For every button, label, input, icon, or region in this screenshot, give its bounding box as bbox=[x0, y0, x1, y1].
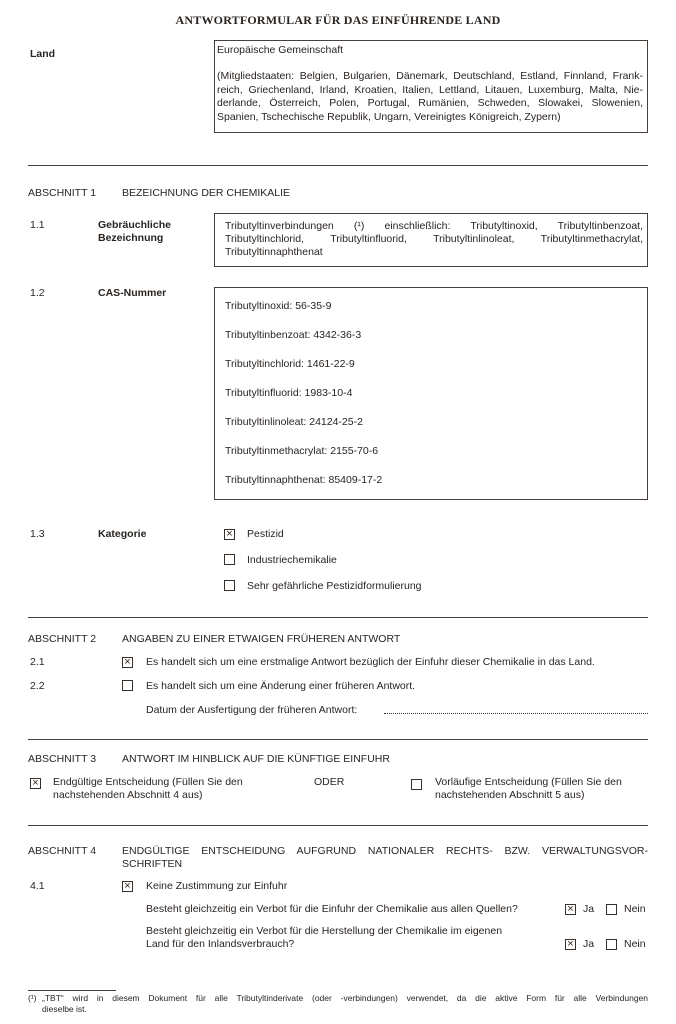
checkbox-industriechemikalie[interactable] bbox=[224, 554, 235, 565]
section1-label: ABSCHNITT 1 bbox=[28, 187, 97, 199]
cas-entry: Tributyltinoxid: 56-35-9 bbox=[225, 300, 332, 312]
footnote-line: „TBT“ wird in diesem Dokument für alle Tributyltinderivate (oder -verbindungen) verwendet, da die aktive Form für alle Verbindungen bbox=[42, 993, 648, 1003]
cas-entry: Tributyltinlinoleat: 24124-25-2 bbox=[225, 416, 363, 428]
item-1-1-number: 1.1 bbox=[30, 219, 45, 231]
footnote-rule bbox=[28, 990, 116, 991]
title-line: SCHRIFTEN bbox=[122, 858, 183, 870]
oder-label: ODER bbox=[314, 776, 345, 788]
section4-title bbox=[122, 845, 648, 871]
label-line: nachstehenden Abschnitt 5 aus) bbox=[435, 789, 585, 801]
section3-label: ABSCHNITT 3 bbox=[28, 753, 97, 765]
section1-title: BEZEICHNUNG DER CHEMIKALIE bbox=[122, 187, 291, 199]
common-name-line: Tributyltinchlorid, Tributyltinfluorid, Tributyltinlinoleat, Tributyltinmethacrylat, bbox=[225, 233, 643, 245]
label-line: nachstehenden Abschnitt 4 aus) bbox=[53, 789, 203, 801]
item-1-1-label bbox=[98, 219, 171, 245]
option-pestizidformulierung-label: Sehr gefährliche Pestizidformulierung bbox=[247, 580, 422, 592]
item-1-3-label: Kategorie bbox=[98, 528, 147, 540]
common-name-line: Tributyltinverbindungen (¹) einschließlich: Tributyltinoxid, Tributyltinbenzoat, bbox=[225, 220, 643, 232]
item-1-3-number: 1.3 bbox=[30, 528, 45, 540]
question-import-ban: Besteht gleichzeitig ein Verbot für die Einfuhr der Chemikalie aus allen Quellen? bbox=[146, 903, 518, 915]
question-line: Land für den Inlandsverbrauch? bbox=[146, 938, 295, 950]
checkbox-import-ban-ja[interactable] bbox=[565, 904, 576, 915]
land-value-box bbox=[214, 40, 648, 133]
interim-decision-label bbox=[435, 776, 622, 802]
label-line: Bezeichnung bbox=[98, 232, 164, 244]
divider bbox=[28, 617, 648, 618]
checkbox-production-ban-ja[interactable] bbox=[565, 939, 576, 950]
option-pestizid-label: Pestizid bbox=[247, 528, 284, 540]
previous-date-label: Datum der Ausfertigung der früheren Antwort: bbox=[146, 704, 358, 716]
divider bbox=[28, 165, 648, 166]
checkbox-pestizidformulierung[interactable] bbox=[224, 580, 235, 591]
checkbox-pestizid[interactable] bbox=[224, 529, 235, 540]
cas-entry: Tributyltinbenzoat: 4342-36-3 bbox=[225, 329, 362, 341]
item-2-1-number: 2.1 bbox=[30, 656, 45, 668]
cas-entry: Tributyltinnaphthenat: 85409-17-2 bbox=[225, 474, 383, 486]
cas-entry: Tributyltinfluorid: 1983-10-4 bbox=[225, 387, 353, 399]
label-line: Gebräuchliche bbox=[98, 219, 171, 231]
previous-date-field[interactable] bbox=[384, 713, 648, 714]
checkbox-interim-decision[interactable] bbox=[411, 779, 422, 790]
member-states-line: derlande, Österreich, Polen, Portugal, Rumänien, Schweden, Slowakei, Slowenien, bbox=[217, 97, 643, 109]
cas-entry: Tributyltinchlorid: 1461-22-9 bbox=[225, 358, 355, 370]
item-4-1-text: Keine Zustimmung zur Einfuhr bbox=[146, 880, 288, 892]
common-name-box bbox=[214, 213, 648, 267]
question-line: Besteht gleichzeitig ein Verbot für die Herstellung der Chemikalie im eigenen bbox=[146, 925, 503, 937]
checkbox-first-response[interactable] bbox=[122, 657, 133, 668]
member-states-text bbox=[217, 70, 643, 124]
label-line: Endgültige Entscheidung (Füllen Sie den bbox=[53, 776, 243, 788]
option-industriechemikalie-label: Industriechemikalie bbox=[247, 554, 337, 566]
checkbox-production-ban-nein[interactable] bbox=[606, 939, 617, 950]
land-label: Land bbox=[30, 48, 56, 60]
footnote-marker: (¹) bbox=[28, 993, 37, 1003]
ja-label: Ja bbox=[583, 903, 595, 915]
item-4-1-number: 4.1 bbox=[30, 880, 45, 892]
checkbox-no-consent[interactable] bbox=[122, 881, 133, 892]
section2-title: ANGABEN ZU EINER ETWAIGEN FRÜHEREN ANTWORT bbox=[122, 633, 401, 645]
checkbox-import-ban-nein[interactable] bbox=[606, 904, 617, 915]
common-name-text bbox=[225, 220, 643, 259]
divider bbox=[28, 825, 648, 826]
title-line: ENDGÜLTIGE ENTSCHEIDUNG AUFGRUND NATIONALER RECHTS- BZW. VERWALTUNGSVOR- bbox=[122, 845, 648, 857]
divider bbox=[28, 739, 648, 740]
cas-entry: Tributyltinmethacrylat: 2155-70-6 bbox=[225, 445, 379, 457]
nein-label: Nein bbox=[624, 903, 646, 915]
item-2-2-text: Es handelt sich um eine Änderung einer früheren Antwort. bbox=[146, 680, 416, 692]
member-states-line: Spanien, Tschechische Republik, Ungarn, Vereinigtes Königreich, Zypern) bbox=[217, 110, 561, 123]
cas-number-box bbox=[214, 287, 648, 500]
footnote-text bbox=[42, 993, 648, 1015]
final-decision-label bbox=[53, 776, 243, 802]
ja-label: Ja bbox=[583, 938, 595, 950]
item-1-2-number: 1.2 bbox=[30, 287, 45, 299]
member-states-line: reich, Griechenland, Irland, Kroatien, Italien, Lettland, Litauen, Luxemburg, Malta, Nie- bbox=[217, 83, 643, 96]
item-1-2-label: CAS-Nummer bbox=[98, 287, 167, 299]
member-states-line: (Mitgliedstaaten: Belgien, Bulgarien, Dänemark, Deutschland, Estland, Finnland, Frank- bbox=[217, 70, 643, 82]
section2-label: ABSCHNITT 2 bbox=[28, 633, 97, 645]
page-title: ANTWORTFORMULAR FÜR DAS EINFÜHRENDE LAND bbox=[175, 13, 501, 27]
footnote-line: dieselbe ist. bbox=[42, 1004, 87, 1014]
section3-title: ANTWORT IM HINBLICK AUF DIE KÜNFTIGE EINFUHR bbox=[122, 753, 390, 765]
question-production-ban bbox=[146, 925, 502, 951]
label-line: Vorläufige Entscheidung (Füllen Sie den bbox=[435, 776, 622, 788]
item-2-2-number: 2.2 bbox=[30, 680, 45, 692]
section4-label: ABSCHNITT 4 bbox=[28, 845, 97, 857]
checkbox-final-decision[interactable] bbox=[30, 778, 41, 789]
nein-label: Nein bbox=[624, 938, 646, 950]
item-2-1-text: Es handelt sich um eine erstmalige Antwort bezüglich der Einfuhr dieser Chemikalie in das Land. bbox=[146, 656, 595, 668]
checkbox-changed-response[interactable] bbox=[122, 680, 133, 691]
land-value-text: Europäische Gemeinschaft bbox=[217, 44, 344, 56]
common-name-line: Tributyltinnaphthenat bbox=[225, 246, 323, 258]
